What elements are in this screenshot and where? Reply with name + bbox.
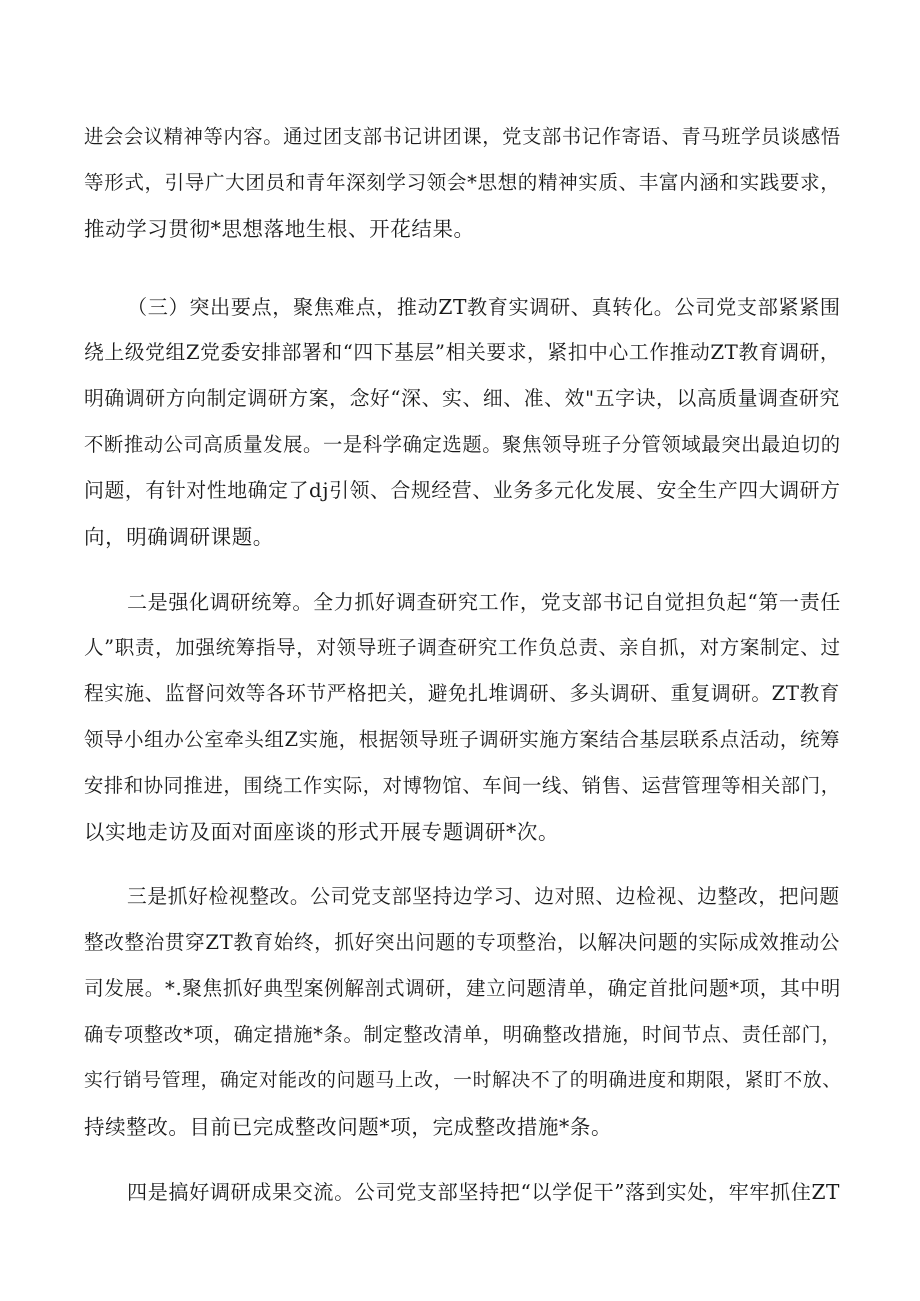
text-line: 以实地走访及面对面座谈的形式开展专题调研*次。 (84, 820, 560, 844)
text-line: 司发展。*.聚焦抓好典型案例解剖式调研，建立问题清单，确定首批问题*项，其中明 (84, 977, 841, 1000)
text-line: 确专项整改*项，确定措施*条。制定整改清单，明确整改措施，时间节点、责任部门， (84, 1023, 842, 1046)
text-line: 持续整改。目前已完成整改问题*项，完成整改措施*条。 (84, 1115, 613, 1139)
text-line: 绕上级党组Z党委安排部署和“四下基层”相关要求，紧扣中心工作推动ZT教育调研， (84, 341, 841, 364)
text-line: （三）突出要点，聚焦难点，推动ZT教育实调研、真转化。公司党支部紧紧围 (127, 295, 841, 319)
text-line: 推动学习贯彻*思想落地生根、开花结果。 (84, 217, 475, 241)
text-line: 程实施、监督问效等各环节严格把关，避免扎堆调研、多头调研、重复调研。ZT教育 (84, 682, 841, 705)
text-line: 三是抓好检视整改。公司党支部坚持边学习、边对照、边检视、边整改，把问题 (127, 885, 840, 908)
text-line: 向，明确调研课题。 (84, 525, 274, 549)
text-line: 人”职责，加强统筹指导，对领导班子调查研究工作负总责、亲自抓，对方案制定、过 (84, 636, 841, 659)
text-line: 安排和协同推进，围绕工作实际，对博物馆、车间一线、销售、运营管理等相关部门， (84, 774, 841, 797)
text-line: 明确调研方向制定调研方案，念好“深、实、细、准、效"五字诀，以高质量调查研究 (84, 387, 840, 410)
text-line: 整改整治贯穿ZT教育始终，抓好突出问题的专项整治，以解决问题的实际成效推动公 (84, 931, 841, 954)
text-line: 实行销号管理，确定对能改的问题马上改，一时解决不了的明确进度和期限，紧盯不放、 (84, 1070, 842, 1091)
text-line: 等形式，引导广大团员和青年深刻学习领会*思想的精神实质、丰富内涵和实践要求， (84, 171, 841, 194)
text-line: 二是强化调研统筹。全力抓好调查研究工作，党支部书记自觉担负起“第一责任 (127, 590, 841, 614)
text-line: 问题，有针对性地确定了dj引领、合规经营、业务多元化发展、安全生产四大调研方 (84, 479, 841, 502)
text-line: 四是搞好调研成果交流。公司党支部坚持把“以学促干”落到实处，牢牢抓住ZT (127, 1180, 841, 1204)
text-line: 进会会议精神等内容。通过团支部书记讲团课，党支部书记作寄语、青马班学员谈感悟 (84, 125, 841, 148)
text-line: 领导小组办公室牵头组Z实施，根据领导班子调研实施方案结合基层联系点活动，统筹 (84, 728, 841, 751)
text-line: 不断推动公司高质量发展。一是科学确定选题。聚焦领导班子分管领域最突出最迫切的 (84, 433, 841, 456)
